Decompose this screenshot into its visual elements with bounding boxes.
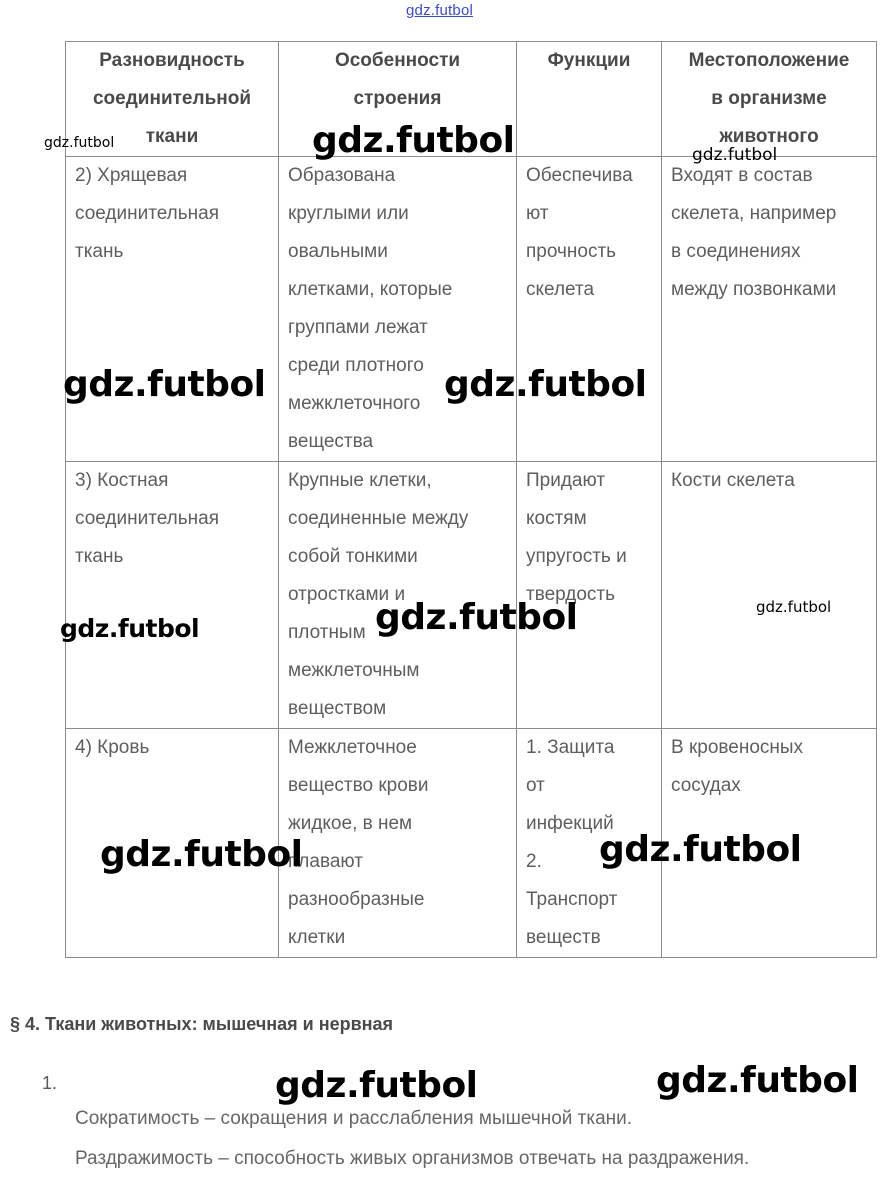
- table-row: [66, 462, 877, 729]
- cell-structure: Межклеточное вещество крови жидкое, в нем плавают разнообразные клетки: [279, 729, 517, 958]
- tissue-table: [65, 41, 877, 958]
- item-number: 1.: [42, 1073, 58, 1093]
- table-row: [66, 157, 877, 462]
- section-title: § 4. Ткани животных: мышечная и нервная: [10, 1014, 394, 1034]
- header-structure: Особенности строения: [279, 42, 517, 157]
- cell-functions: 1. Защита от инфекций 2. Транспорт веществ: [517, 729, 662, 958]
- cell-location: Входят в состав скелета, например в соединениях между позвонками: [662, 157, 877, 462]
- watermark: gdz.futbol: [63, 364, 266, 405]
- header-type: Разновидность соединительной ткани: [66, 42, 279, 157]
- cell-structure: Крупные клетки, соединенные между собой тонкими отростками и плотным межклеточным веществом: [279, 462, 517, 729]
- cell-type: 2) Хрящевая соединительная ткань: [66, 157, 279, 462]
- watermark: gdz.futbol: [444, 364, 647, 405]
- watermark: gdz.futbol: [375, 597, 578, 638]
- watermark: gdz.futbol: [656, 1060, 859, 1101]
- watermark: gdz.futbol: [312, 120, 515, 161]
- header-functions: Функции: [517, 42, 662, 157]
- watermark: gdz.futbol: [44, 135, 115, 151]
- paragraph-contractility: Сократимость – сокращения и расслабления мышечной ткани.: [75, 1108, 633, 1129]
- cell-type: 3) Костная соединительная ткань: [66, 462, 279, 729]
- watermark: gdz.futbol: [60, 614, 200, 643]
- watermark: gdz.futbol: [756, 598, 832, 616]
- watermark: gdz.futbol: [275, 1065, 478, 1106]
- cell-type: 4) Кровь: [66, 729, 279, 958]
- cell-location: В кровеносных сосудах: [662, 729, 877, 958]
- cell-structure: Образована круглыми или овальными клетками, которые группами лежат среди плотного межклеточного вещества: [279, 157, 517, 462]
- header-location: Местоположение в организме животного: [662, 42, 877, 157]
- cell-functions: Обеспечива ют прочность скелета: [517, 157, 662, 462]
- cell-functions: Придают костям упругость и твердость: [517, 462, 662, 729]
- watermark: gdz.futbol: [100, 834, 303, 875]
- cell-location: Кости скелета: [662, 462, 877, 729]
- watermark: gdz.futbol: [599, 829, 802, 870]
- watermark: gdz.futbol: [692, 145, 778, 165]
- site-link[interactable]: gdz.futbol: [406, 2, 474, 19]
- paragraph-irritability: Раздражимость – способность живых организмов отвечать на раздражения.: [75, 1148, 750, 1169]
